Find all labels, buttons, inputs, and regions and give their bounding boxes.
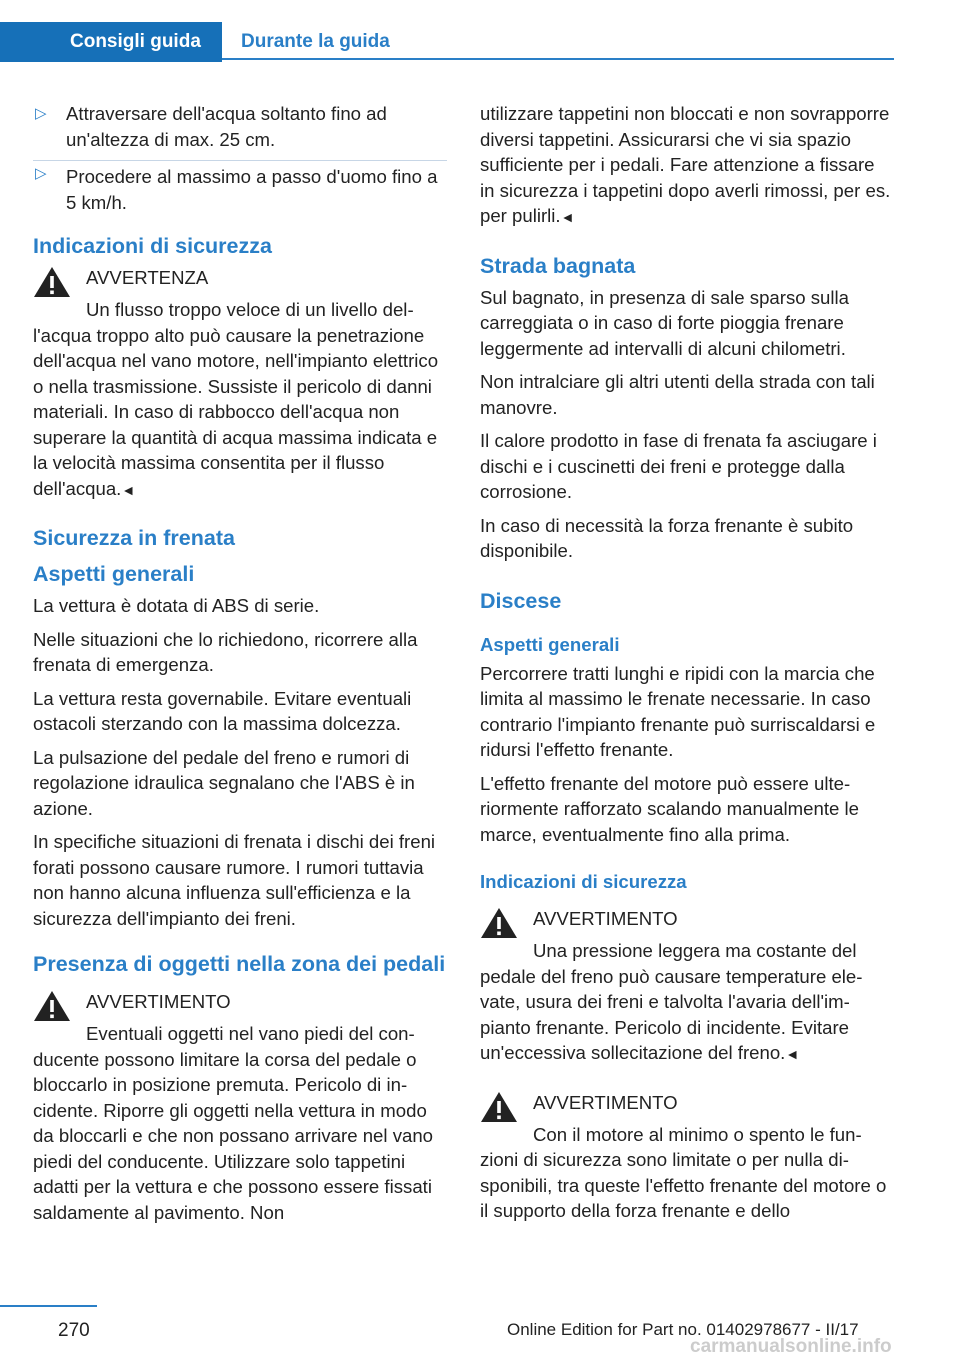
warning-text: l'acqua troppo alto può causare la penetrazione dell'acqua nel vano motore, nell'impianto elettrico o nella trasmissione. Sussiste il pericolo di danni materiali. In caso di rabbocco dell'acqua non superare la quantità di acqua massima indicata e la velocità massima consentita per il flusso dell'acqua.◄ <box>33 324 439 499</box>
warning-block <box>480 906 894 1068</box>
triangle-bullet-icon: ▷ <box>35 165 47 182</box>
paragraph: Sul bagnato, in presenza di sale sparso sulla carreggiata o in caso di forte pioggia frenare leggermente ad intervalli di alcuni chilometri. <box>480 286 850 359</box>
page-number: 270 <box>58 1320 90 1341</box>
warning-triangle-icon <box>480 1090 518 1124</box>
warning-block <box>33 265 447 503</box>
warning-triangle-icon <box>33 989 71 1023</box>
watermark-text: carmanualsonline.info <box>690 1336 892 1357</box>
bullet-list <box>33 101 447 215</box>
list-item-text: Attraversare dell'acqua soltanto fino ad un'altezza di max. 25 cm. <box>66 103 387 150</box>
warning-text: zioni di sicurezza sono limitate o per nulla disponibili, tra queste l'effetto frenante del motore o il supporto della forza frenante e dello <box>480 1149 887 1221</box>
end-mark-icon: ◄ <box>560 209 575 225</box>
list-item <box>33 160 447 215</box>
warning-triangle-icon <box>480 906 518 940</box>
paragraph: In specifiche situazioni di frenata i dischi dei freni forati possono causare rumore. I rumori tuttavia non hanno alcuna influenza sull'efficienza e la sicurezza dell'impianto dei freni. <box>33 831 436 929</box>
heading-indicazioni-sicurezza: Indicazioni di sicurezza <box>33 234 272 258</box>
warning-label: AVVERTIMENTO <box>533 1091 678 1113</box>
heading-indicazioni-sicurezza: Indicazioni di sicurezza <box>480 871 687 892</box>
paragraph: La pulsazione del pedale del freno e rumori di regolazione idraulica segnalano che l'ABS è in azione. <box>33 746 415 819</box>
tab-consigli-guida[interactable]: Consigli guida <box>0 22 222 62</box>
warning-text-first-line: Un flusso troppo veloce di un livello del- <box>86 299 414 320</box>
warning-block <box>480 1090 894 1224</box>
left-column <box>33 101 447 1233</box>
warning-label: AVVERTIMENTO <box>533 908 678 929</box>
list-item <box>33 101 447 152</box>
warning-label: AVVERTENZA <box>86 267 209 288</box>
heading-sicurezza-frenata: Sicurezza in frenata <box>33 526 235 550</box>
paragraph: La vettura resta governabile. Evitare eventuali ostacoli sterzando con la massima dolcezza. <box>33 687 412 734</box>
paragraph: utilizzare tappetini non bloccati e non sovrapporre diversi tappetini. Assicurarsi che vi sia spazio sufficiente per i pedali. Fare attenzione a fissare in sicurezza i tappetini dopo averli rimossi, per es. per pulirli.◄ <box>480 103 891 226</box>
heading-strada-bagnata: Strada bagnata <box>480 253 636 278</box>
end-mark-icon: ◄ <box>121 481 136 498</box>
warning-text-first-line: Una pressione leggera ma costante del <box>533 940 857 961</box>
warning-label: AVVERTIMENTO <box>86 991 231 1012</box>
warning-text: pedale del freno può causare temperature elevate, usura dei freni e talvolta l'avaria dell'impianto frenante. Pericolo di incidente. Evitare un'eccessiva sollecitazione del freno.◄ <box>480 965 863 1063</box>
warning-block <box>33 989 447 1225</box>
warning-text: ducente possono limitare la corsa del pedale o bloccarlo in posizione premuta. Pericolo di incidente. Riporre gli oggetti nella vettura in modo da bloccarli e che non possano arrivare nel vano piedi del conducente. Utilizzare solo tappetini adatti per la vettura e che possono essere fissati saldamente al pavimento. Non <box>33 1048 434 1223</box>
paragraph: L'effetto frenante del motore può essere ulteriormente rafforzato scalando manualmente le marce, eventualmente fino alla prima. <box>480 772 859 845</box>
tab-durante-la-guida[interactable]: Durante la guida <box>222 22 894 60</box>
header-tabbar <box>0 22 960 62</box>
heading-aspetti-generali: Aspetti generali <box>480 633 620 655</box>
right-column <box>480 101 894 1232</box>
warning-triangle-icon <box>33 265 71 299</box>
paragraph: In caso di necessità la forza frenante è subito disponibile. <box>480 514 854 561</box>
warning-text-first-line: Eventuali oggetti nel vano piedi del con- <box>86 1023 415 1044</box>
list-item-text: Procedere al massimo a passo d'uomo fino a 5 km/h. <box>66 166 438 213</box>
footer-rule <box>0 1305 97 1307</box>
triangle-bullet-icon: ▷ <box>35 105 47 122</box>
warning-text-first-line: Con il motore al minimo o spento le fun- <box>533 1123 862 1145</box>
end-mark-icon: ◄ <box>785 1046 800 1062</box>
edition-note: Online Edition for Part no. 01402978677 - II/17 <box>507 1320 859 1339</box>
heading-aspetti-generali: Aspetti generali <box>33 562 195 586</box>
paragraph: Il calore prodotto in fase di frenata fa asciugare i dischi e i cuscinetti dei freni e protegge dalla corrosione. <box>480 430 877 502</box>
paragraph: La vettura è dotata di ABS di serie. <box>33 595 320 616</box>
paragraph: Percorrere tratti lunghi e ripidi con la marcia che limita al massimo le frenate necessarie. In caso contrario l'impianto frenante può surriscaldarsi e ridursi l'effetto frenante. <box>480 662 876 760</box>
heading-oggetti-pedali: Presenza di oggetti nella zona dei pedali <box>33 952 446 976</box>
paragraph: Non intralciare gli altri utenti della strada con tali manovre. <box>480 371 875 418</box>
paragraph: Nelle situazioni che lo richiedono, ricorrere alla frenata di emergenza. <box>33 628 418 675</box>
heading-discese: Discese <box>480 588 562 613</box>
